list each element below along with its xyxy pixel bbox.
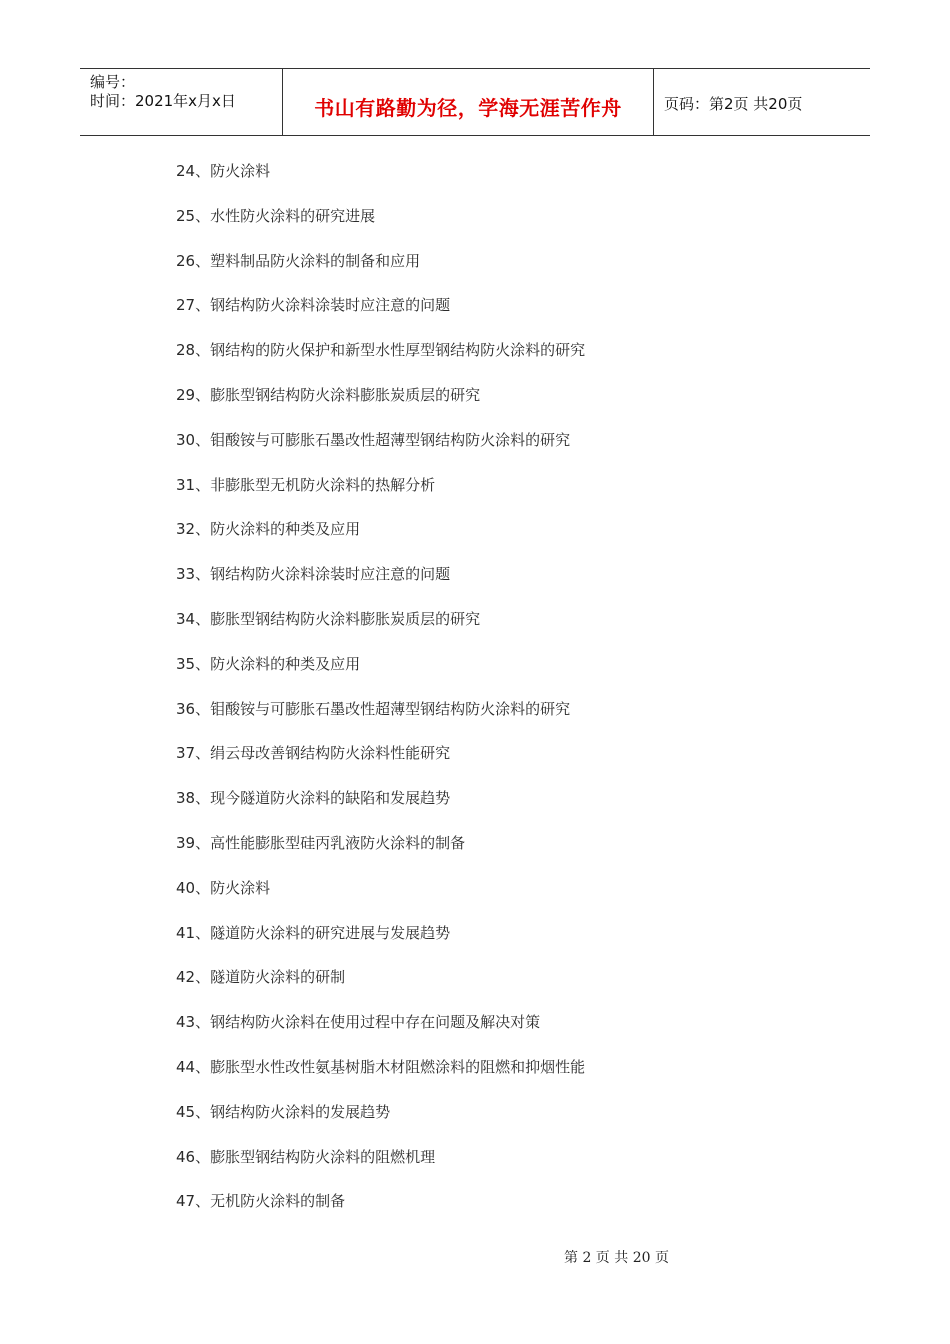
list-item — [176, 782, 585, 827]
list-item-number: 25、 — [176, 206, 211, 225]
list-item — [176, 424, 585, 469]
header-page-code: 页码：第2页 共20页 — [664, 95, 803, 113]
list-item-title: 绢云母改善钢结构防火涂料性能研究 — [210, 744, 451, 763]
list-item-number: 29、 — [176, 385, 211, 404]
list-item — [176, 155, 585, 200]
list-item-title: 防火涂料 — [210, 878, 271, 897]
list-item — [176, 200, 585, 245]
list-item — [176, 961, 585, 1006]
page-footer — [0, 1247, 950, 1267]
list-item — [176, 1006, 585, 1051]
list-item-title: 钼酸铵与可膨胀石墨改性超薄型钢结构防火涂料的研究 — [210, 699, 571, 718]
header-page-code-cell — [654, 69, 870, 135]
list-item-number: 43、 — [176, 1013, 211, 1032]
list-item-title: 钢结构的防火保护和新型水性厚型钢结构防火涂料的研究 — [210, 341, 586, 360]
list-item — [176, 693, 585, 738]
footer-page-number: 第 2 页 共 20 页 — [564, 1250, 669, 1266]
list-item-number: 34、 — [176, 609, 211, 628]
list-item — [176, 737, 585, 782]
list-item-number: 31、 — [176, 475, 211, 494]
list-item — [176, 872, 585, 917]
list-item-number: 45、 — [176, 1102, 211, 1121]
list-item-title: 防火涂料的种类及应用 — [210, 520, 361, 539]
list-item-number: 46、 — [176, 1147, 211, 1166]
list-item-number: 27、 — [176, 296, 211, 315]
list-item-title: 隧道防火涂料的研究进展与发展趋势 — [210, 923, 451, 942]
list-item-number: 30、 — [176, 430, 211, 449]
list-item-number: 33、 — [176, 565, 211, 584]
list-item-title: 塑料制品防火涂料的制备和应用 — [210, 251, 421, 270]
header-motto-cell — [282, 69, 654, 135]
list-item — [176, 469, 585, 514]
list-item-number: 44、 — [176, 1057, 211, 1076]
list-item — [176, 827, 585, 872]
list-item — [176, 917, 585, 962]
list-item-number: 28、 — [176, 341, 211, 360]
list-item — [176, 1141, 585, 1186]
topic-list — [176, 155, 585, 1230]
list-item-title: 钢结构防火涂料涂装时应注意的问题 — [210, 296, 451, 315]
list-item-title: 非膨胀型无机防火涂料的热解分析 — [210, 475, 436, 494]
list-item-number: 24、 — [176, 162, 211, 180]
list-item-title: 钼酸铵与可膨胀石墨改性超薄型钢结构防火涂料的研究 — [210, 430, 571, 449]
header-info-cell — [80, 69, 282, 135]
list-item-title: 隧道防火涂料的研制 — [210, 968, 346, 987]
list-item-title: 现今隧道防火涂料的缺陷和发展趋势 — [210, 789, 451, 808]
list-item — [176, 558, 585, 603]
list-item-number: 47、 — [176, 1192, 211, 1211]
list-item-number: 36、 — [176, 699, 211, 718]
list-item — [176, 1051, 585, 1096]
list-item — [176, 289, 585, 334]
list-item — [176, 245, 585, 290]
list-item — [176, 379, 585, 424]
page-header — [80, 68, 870, 136]
list-item-title: 钢结构防火涂料在使用过程中存在问题及解决对策 — [210, 1013, 541, 1032]
list-item-title: 水性防火涂料的研究进展 — [210, 206, 376, 225]
list-item — [176, 648, 585, 693]
list-item-title: 钢结构防火涂料的发展趋势 — [210, 1102, 391, 1121]
list-item-title: 高性能膨胀型硅丙乳液防火涂料的制备 — [210, 833, 466, 852]
list-item-title: 膨胀型钢结构防火涂料膨胀炭质层的研究 — [210, 385, 481, 404]
document-time-label: 时间：2021年x月x日 — [90, 92, 236, 110]
list-item — [176, 603, 585, 648]
header-motto: 书山有路勤为径，学海无涯苦作舟 — [314, 95, 622, 120]
list-item-title: 膨胀型钢结构防火涂料膨胀炭质层的研究 — [210, 609, 481, 628]
list-item-number: 40、 — [176, 878, 211, 897]
list-item-title: 无机防火涂料的制备 — [210, 1192, 346, 1211]
list-item-number: 32、 — [176, 520, 211, 539]
list-item — [176, 513, 585, 558]
document-number-label: 编号： — [90, 73, 136, 91]
list-item — [176, 1096, 585, 1141]
list-item-title: 防火涂料 — [210, 162, 271, 180]
list-item-number: 39、 — [176, 833, 211, 852]
list-item-title: 钢结构防火涂料涂装时应注意的问题 — [210, 565, 451, 584]
list-item-number: 37、 — [176, 744, 211, 763]
list-item-title: 膨胀型钢结构防火涂料的阻燃机理 — [210, 1147, 436, 1166]
list-item-number: 41、 — [176, 923, 211, 942]
list-item-number: 38、 — [176, 789, 211, 808]
list-item — [176, 1185, 585, 1230]
list-item-number: 35、 — [176, 654, 211, 673]
list-item-number: 26、 — [176, 251, 211, 270]
list-item-number: 42、 — [176, 968, 211, 987]
list-item-title: 防火涂料的种类及应用 — [210, 654, 361, 673]
list-item — [176, 334, 585, 379]
list-item-title: 膨胀型水性改性氨基树脂木材阻燃涂料的阻燃和抑烟性能 — [210, 1057, 586, 1076]
